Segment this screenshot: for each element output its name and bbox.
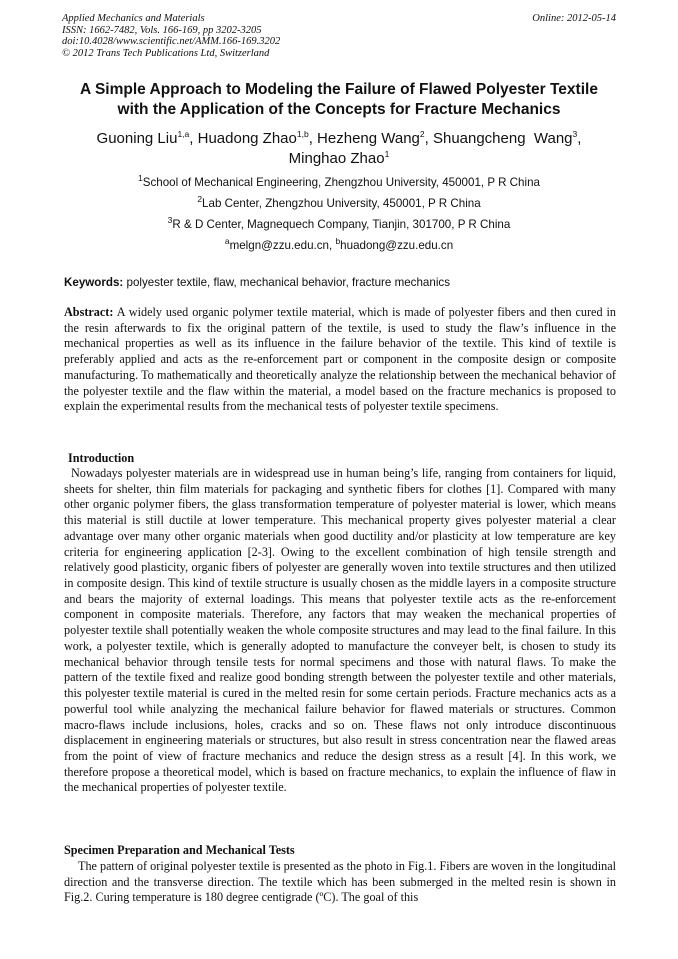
specimen-paragraph: The pattern of original polyester textile is presented as the photo in Fig.1. Fibers are woven in the longitudinal direction and the transverse direction. The textile which has been submerged in the melted resin is shown in Fig.2. Curing temperature is 180 degree centigrade (ºC). The goal of this [64, 859, 616, 905]
affiliation-1 [40, 173, 638, 190]
online-date: Online: 2012-05-14 [532, 13, 616, 24]
author-sep: , [577, 130, 582, 147]
affiliation-text: School of Mechanical Engineering, Zhengzhou University, 450001, P R China [142, 176, 540, 189]
author-sep: , [189, 130, 198, 147]
author-sep: , [424, 130, 433, 147]
author-name: Hezheng Wang [317, 130, 420, 147]
keywords [64, 276, 616, 290]
paper-title [50, 80, 628, 120]
email-sep: , [328, 239, 336, 252]
affiliation-text: Lab Center, Zhengzhou University, 450001, P R China [202, 197, 481, 210]
journal-name: Applied Mechanics and Materials [62, 13, 205, 24]
author-sup: 1,a [177, 129, 190, 139]
email-sup: a [224, 236, 230, 247]
author-name: Guoning Liu [96, 130, 178, 147]
introduction-paragraph: Nowadays polyester materials are in widespread use in human being’s life, ranging from containers for liquid, sheets for shelter, thin film materials for packaging and synthetic fibers for clothes [1]. Compared with many other organic polymer fibers, the glass transformation temperature of polyester material is lower, which means this material is still ductile at lower temperature. This mechanical property gives polyester material a clear advantage over many other organic materials when good ductility and/or plasticity at low temperature are key criteria for engineering application [2-3]. Owing to the excellent combination of high tensile strength and relatively good plasticity, organic fibers of polyester are generally woven into textile structures and then utilized in composite design. This kind of textile structure is usually chosen as the middle layers in a composite structure and bears the majority of external loadings. This means that polyester textile acts as the re-enforcement component in composite materials. Therefore, any factors that may weaken the mechanical properties of polyester textile shall potentially weaken the whole composite structures and may lead to the final failure. In this work, a polyester textile, which is generally adopted to manufacture the conveyer belt, is chosen to study its mechanical behavior through tensile tests for normal specimens and those with natural flaws. To make the pattern of the textile fixed and realize good bonding strength between the polyester textile and other materials, this polyester textile material is cured in the melted resin for some certain periods. Fracture mechanics acts as a powerful tool while analyzing the mechanical failure behavior for flawed materials or structures. Common macro-flaws include inclusions, holes, cracks and so on. These flaws not only introduce discontinuous displacement in engineering materials or structures, but also result in stress concentration near the flawed areas from the point of view of fracture mechanics and reduce the design stress as a result [4]. In this work, we therefore propose a theoretical model, which is based on fracture mechanics, to explain the influence of flaw in the mechanical properties of polyester textile. [64, 466, 616, 795]
journal-doi: doi:10.4028/www.scientific.net/AMM.166-169.3202 [62, 36, 281, 48]
abstract-section [64, 305, 616, 415]
specimen-section [64, 859, 616, 906]
journal-header [62, 13, 616, 59]
keywords-label: Keywords: [64, 276, 124, 289]
abstract-paragraph [64, 305, 616, 415]
author-line-2 [40, 149, 638, 169]
title-line-1: A Simple Approach to Modeling the Failure of Flawed Polyester Textile [80, 81, 598, 98]
author-sup: 2 [419, 129, 425, 139]
keywords-text: polyester textile, flaw, mechanical behavior, fracture mechanics [123, 276, 450, 289]
author-name: Huadong Zhao [197, 130, 297, 147]
affiliation-3 [40, 215, 638, 232]
author-sup: 1,b [296, 129, 309, 139]
abstract-text: A widely used organic polymer textile material, which is made of polyester fibers and then cured in the resin afterwards to fix the original pattern of the textile, is used to study the flaw’s influence in the mechanical properties as well as its influence in the failure behavior of the textile. This kind of textile is preferably applied and acts as the re-enforcement part or component in the composite design or composite manufacturing. To mathematically and theoretically analyze the relationship between the mechanical behavior of the polyester textile and the flaw within the material, a model based on the fracture mechanics is proposed to explain the experimental results from the mechanical tests of polyester textile specimens. [64, 305, 616, 414]
email-link[interactable]: huadong@zzu.edu.cn [340, 239, 454, 252]
journal-copyright: © 2012 Trans Tech Publications Ltd, Switzerland [62, 47, 270, 59]
affiliation-sup: 3 [167, 215, 173, 226]
affiliation-sup: 1 [138, 173, 143, 184]
author-sup: 1 [384, 149, 390, 159]
author-list [40, 129, 638, 169]
author-name: Shuangcheng Wang [432, 130, 573, 147]
title-line-2: with the Application of the Concepts for Fracture Mechanics [117, 101, 561, 118]
author-sep: , [308, 130, 318, 147]
abstract-label: Abstract: [64, 305, 114, 319]
email-link[interactable]: melgn@zzu.edu.cn [229, 239, 329, 252]
journal-issn: ISSN: 1662-7482, Vols. 166-169, pp 3202-3205 [62, 24, 262, 36]
affiliation-text: R & D Center, Magnequech Company, Tianjin, 301700, P R China [172, 218, 511, 231]
affiliation-2 [40, 194, 638, 211]
email-sup: b [335, 236, 341, 247]
author-name: Minghao Zhao [288, 150, 385, 167]
affiliation-sup: 2 [197, 194, 203, 205]
introduction-section [64, 466, 616, 796]
specimen-heading: Specimen Preparation and Mechanical Tests [64, 843, 295, 857]
author-line-1 [40, 129, 638, 149]
author-sup: 3 [572, 129, 578, 139]
introduction-heading: Introduction [68, 451, 135, 465]
author-emails [40, 236, 638, 253]
